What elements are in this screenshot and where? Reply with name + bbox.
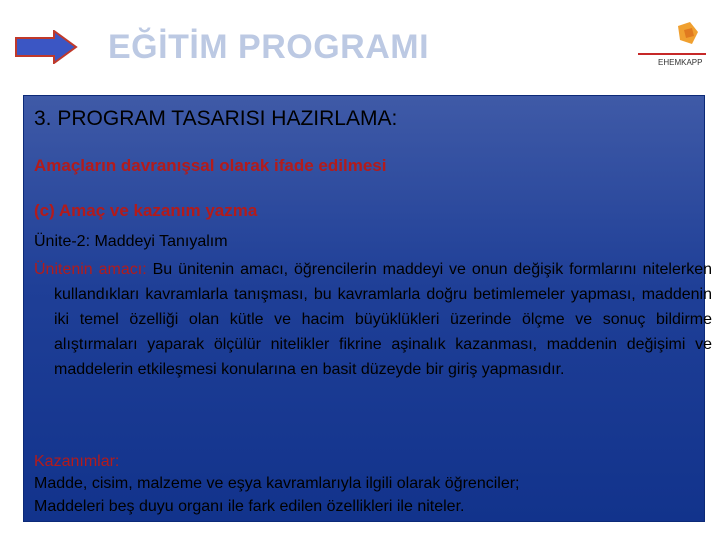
logo-text: EHEMKAPP [658, 58, 703, 67]
outcomes-label: Kazanımlar: [34, 453, 120, 470]
outcome-item: Maddeleri beş duyu organı ile fark edilen özellikleri ile niteler. [34, 498, 465, 515]
unit-purpose-text: Bu ünitenin amacı, öğrencilerin maddeyi ve onun değişik formlarını nitelerken kullandıkları kavramlarla tanışması, bu kavramlarla doğru betimlemeler yapması, maddenin iki temel özelliği olan kütle ve hacim büyüklükleri üzerinde ölçme ve sonuç bildirme alıştırmaları yaparak ölçülür nitelikler fikrine aşinalık kazanması, maddenin değişimi ve maddelerin etkileşmesi konularına en basit düzeyde bir giriş yapmasıdır. [54, 261, 712, 378]
page-title: EĞİTİM PROGRAMI [108, 28, 430, 66]
section-heading: 3. PROGRAM TASARISI HAZIRLAMA: [34, 107, 398, 130]
content-panel [23, 95, 712, 522]
unit-purpose-paragraph [34, 257, 712, 382]
logo-icon [628, 20, 712, 70]
unit-purpose-label: Ünitenin amacı: [34, 261, 147, 278]
right-arrow-icon [14, 30, 78, 64]
subheading-outcomes-writing: (c) Amaç ve kazanım yazma [34, 201, 258, 220]
unit-title: Ünite-2: Maddeyi Tanıyalım [34, 233, 228, 250]
subheading-objectives: Amaçların davranışsal olarak ifade edilmesi [34, 156, 387, 175]
outcome-item: Madde, cisim, malzeme ve eşya kavramlarıyla ilgili olarak öğrenciler; [34, 475, 520, 492]
